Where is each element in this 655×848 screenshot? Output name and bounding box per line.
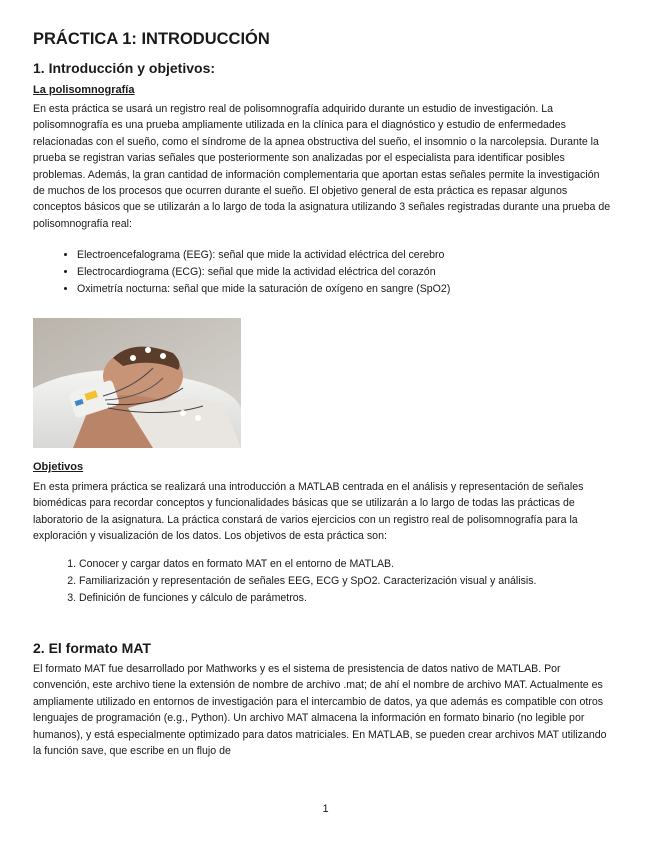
subsection-heading-objetivos: Objetivos (33, 461, 84, 473)
list-item: • Oximetría nocturna: señal que mide la saturación de oxígeno en sangre (SpO2) (77, 281, 450, 298)
page-title: PRÁCTICA 1: INTRODUCCIÓN (33, 30, 270, 48)
objectives-list (63, 556, 537, 608)
signals-list (63, 247, 450, 299)
section-heading-formato-mat: 2. El formato MAT (33, 640, 151, 656)
list-item: 2. Familiarización y representación de señales EEG, ECG y SpO2. Caracterización visual y análisis. (79, 573, 537, 590)
section-heading-introduccion: 1. Introducción y objetivos: (33, 60, 216, 76)
list-item: 3. Definición de funciones y cálculo de parámetros. (79, 590, 537, 607)
paragraph-polisomnografia: En esta práctica se usará un registro real de polisomnografía adquirido durante un estudio de investigación. La polisomnografía es una prueba ampliamente utilizada en la clínica para el diagnóstico y estudio de enfermedades relacionadas con el sueño, como el síndrome de la apnea obstructiva del sueño, el insomnio o la narcolepsia. Durante la prueba se registran varias señales que posteriormente son analizadas por el especialista para identificar posibles problemas. Además, la gran cantidad de información complementaria que aportan estas señales permite la investigación de muchos de los procesos que ocurren durante el sueño. El objetivo general de esta práctica es repasar algunos conceptos básicos que se utilizarán a lo largo de toda la asignatura utilizando 3 señales registradas durante una prueba de polisomnografía real: (33, 103, 611, 230)
paragraph-formato-mat: El formato MAT fue desarrollado por Mathworks y es el sistema de presistencia de datos nativo de MATLAB. Por convención, este archivo tiene la extensión de nombre de archivo .mat; de ahí el nombre de archivo MAT. Actualmente es ampliamente utilizado en entornos de investigación para el intercambio de datos, ya que además es compatible con otros lenguajes de programación (e.g., Python). Un archivo MAT almacena la información en formato binario (no legible por humanos), y está especialmente optimizado para datos matriciales. En MATLAB, se pueden crear archivos MAT utilizando la función save, que escribe en un flujo de (33, 663, 607, 758)
list-item: 1. Conocer y cargar datos en formato MAT en el entorno de MATLAB. (79, 556, 537, 573)
subsection-heading-polisomnografia: La polisomnografía (33, 84, 135, 96)
polysomnography-patient-photo (33, 318, 241, 448)
list-item: • Electroencefalograma (EEG): señal que mide la actividad eléctrica del cerebro (77, 247, 450, 264)
paragraph-objetivos: En esta primera práctica se realizará una introducción a MATLAB centrada en el análisis y representación de señales biomédicas para recordar conceptos y funcionalidades básicas que se utilizarán a lo largo de todas las prácticas de laboratorio de la asignatura. La práctica constará de varios ejercicios con un registro real de polisomnografía para la exploración y visualización de los datos. Los objetivos de esta práctica son: (33, 481, 584, 543)
page-number: 1 (322, 803, 329, 815)
list-item: • Electrocardiograma (ECG): señal que mide la actividad eléctrica del corazón (77, 264, 450, 281)
